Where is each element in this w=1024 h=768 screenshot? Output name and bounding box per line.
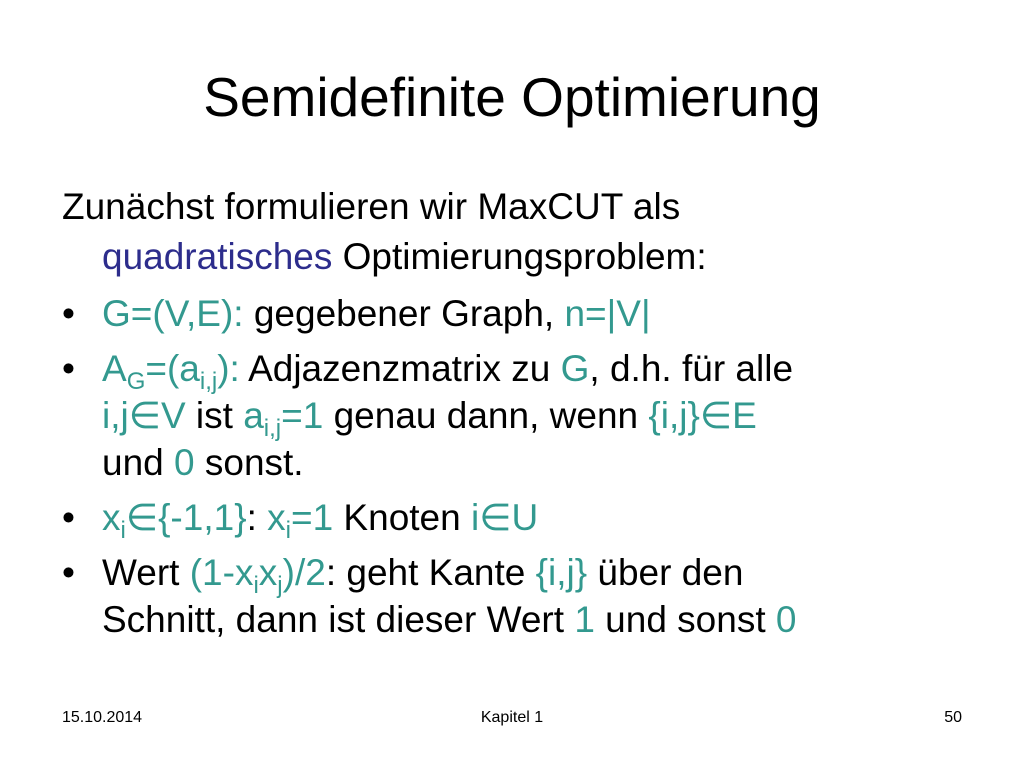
var-u: U bbox=[511, 497, 539, 538]
var-x2: x bbox=[267, 497, 286, 538]
adj-a: A bbox=[102, 348, 127, 389]
value-text3: über den bbox=[587, 552, 744, 593]
adj-aij-a: a bbox=[243, 395, 264, 436]
value-zero: 0 bbox=[775, 599, 797, 640]
value-one: 1 bbox=[574, 599, 595, 640]
formula-part2: x bbox=[258, 552, 278, 593]
slide-body bbox=[62, 182, 982, 643]
var-set: {-1,1} bbox=[158, 497, 247, 538]
value-text2: : geht Kante bbox=[325, 552, 536, 593]
adj-aij bbox=[243, 395, 324, 442]
adj-zero: 0 bbox=[174, 442, 195, 483]
adj-eq-sub: i,j bbox=[199, 368, 218, 395]
adjacency-def bbox=[102, 348, 240, 395]
var-x2-sub: i bbox=[285, 517, 291, 544]
adj-ij: i,j bbox=[102, 395, 129, 436]
element-of-symbol: ∈ bbox=[699, 395, 733, 436]
element-of-symbol: ∈ bbox=[125, 497, 159, 538]
graph-def: G=(V,E): bbox=[102, 293, 244, 334]
footer-chapter: Kapitel 1 bbox=[480, 709, 544, 726]
adj-aij-sub: i,j bbox=[263, 415, 282, 442]
adj-text2: , d.h. für alle bbox=[589, 348, 794, 389]
bullet-list bbox=[62, 290, 982, 643]
intro-highlight: quadratisches bbox=[102, 236, 333, 277]
adj-v: V bbox=[160, 395, 186, 436]
adj-text3: genau dann, wenn bbox=[323, 395, 649, 436]
bullet-dot: • bbox=[62, 552, 75, 593]
formula-sub-i: i bbox=[253, 572, 259, 599]
bullet-dot: • bbox=[62, 497, 75, 538]
element-of-symbol: ∈ bbox=[128, 395, 161, 436]
bullet-variables bbox=[62, 494, 982, 544]
intro-paragraph bbox=[62, 182, 982, 282]
formula-sub-j: j bbox=[277, 572, 283, 599]
intro-rest: Optimierungsproblem: bbox=[332, 236, 707, 277]
bullet-value bbox=[62, 549, 982, 643]
intro-line1: Zunächst formulieren wir MaxCUT als bbox=[62, 186, 681, 227]
var-eq: =1 bbox=[290, 497, 334, 538]
value-line2: Schnitt, dann ist dieser Wert bbox=[102, 599, 575, 640]
formula-part1: (1-x bbox=[189, 552, 254, 593]
bullet-graph bbox=[62, 290, 982, 337]
graph-text: gegebener Graph, bbox=[243, 293, 565, 334]
var-x-sub: i bbox=[120, 517, 126, 544]
bullet-dot: • bbox=[62, 348, 75, 389]
value-text4: und sonst bbox=[594, 599, 776, 640]
adj-close: ): bbox=[217, 348, 240, 389]
bullet-adjacency bbox=[62, 345, 982, 486]
adj-und: und bbox=[102, 442, 175, 483]
value-set: {i,j} bbox=[535, 552, 588, 593]
var-x: x bbox=[102, 497, 121, 538]
value-formula bbox=[189, 552, 326, 599]
value-text1: Wert bbox=[102, 552, 190, 593]
footer-page-number: 50 bbox=[944, 709, 962, 726]
footer-date: 15.10.2014 bbox=[62, 709, 143, 726]
var-i: i bbox=[471, 497, 480, 538]
adj-sonst: sonst. bbox=[194, 442, 304, 483]
bullet-dot: • bbox=[62, 293, 75, 334]
formula-part3: )/2 bbox=[282, 552, 326, 593]
adj-set: {i,j} bbox=[648, 395, 700, 436]
var-colon: : bbox=[246, 497, 268, 538]
element-of-symbol: ∈ bbox=[479, 497, 512, 538]
adj-ist: ist bbox=[185, 395, 244, 436]
var-text: Knoten bbox=[333, 497, 471, 538]
adj-e: E bbox=[732, 395, 757, 436]
adj-a-sub: G bbox=[126, 368, 146, 395]
adj-text1: Adjazenzmatrix zu bbox=[239, 348, 561, 389]
graph-size: n=|V| bbox=[564, 293, 651, 334]
adj-g: G bbox=[560, 348, 590, 389]
adj-eq: =(a bbox=[145, 348, 200, 389]
slide-title: Semidefinite Optimierung bbox=[203, 66, 821, 128]
adj-aij-eq: =1 bbox=[281, 395, 324, 436]
